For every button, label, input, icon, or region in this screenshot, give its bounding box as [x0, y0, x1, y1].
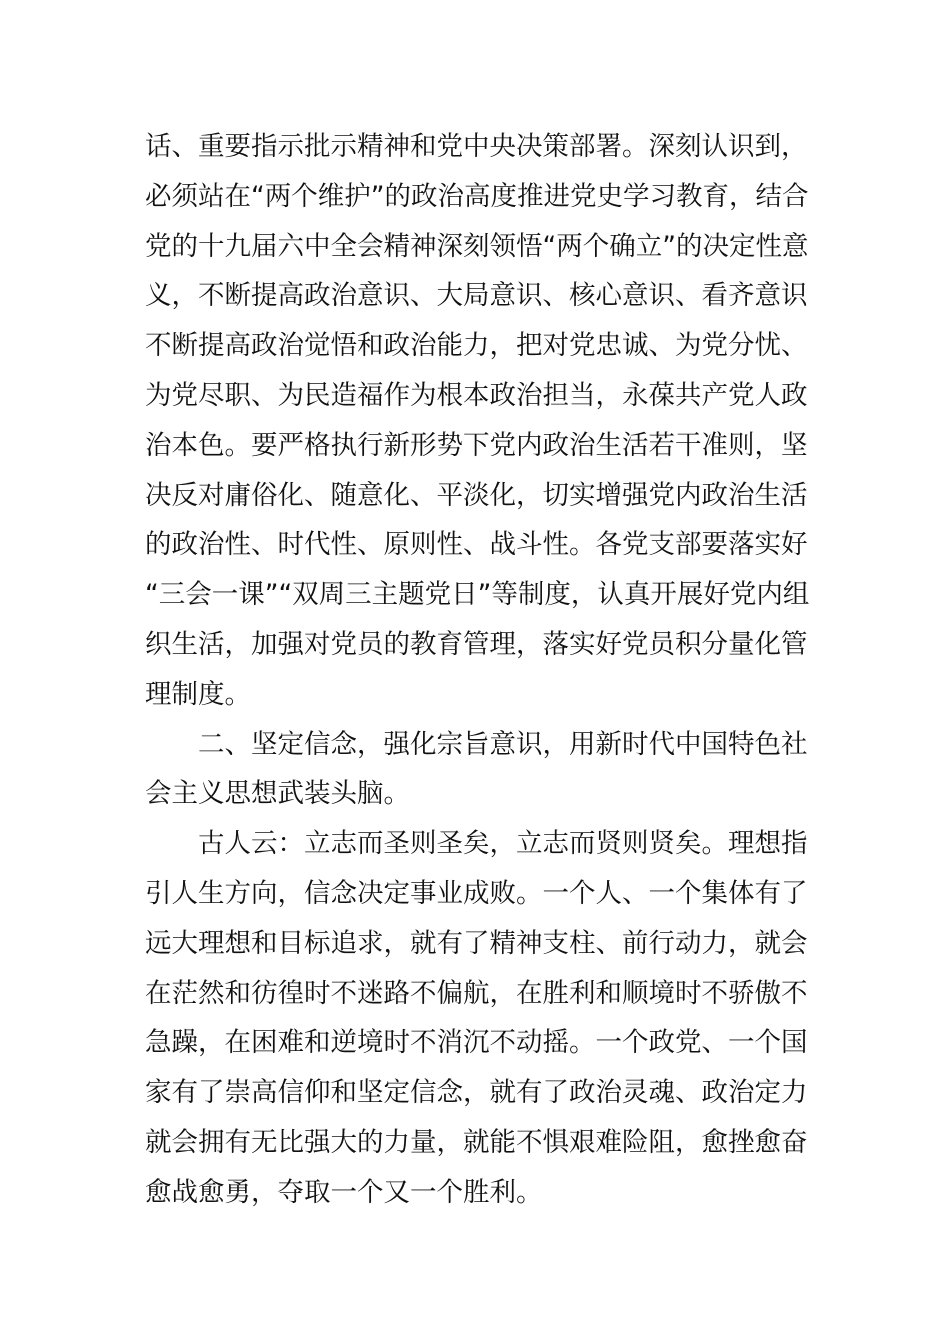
text-line: 的政治性、时代性、原则性、战斗性。各党支部要落实好: [145, 529, 808, 561]
paragraph-start-line: 古人云：立志而圣则圣矣，立志而贤则贤矣。理想指: [198, 828, 808, 860]
text-line: 就会拥有无比强大的力量，就能不惧艰难险阻，愈挫愈奋: [145, 1126, 808, 1158]
text-line: 愈战愈勇，夺取一个又一个胜利。: [145, 1176, 543, 1208]
text-line: 理制度。: [145, 678, 251, 710]
section-heading-line: 二、坚定信念，强化宗旨意识，用新时代中国特色社: [198, 728, 808, 760]
text-line: 急躁，在困难和逆境时不消沉不动摇。一个政党、一个国: [145, 1027, 808, 1059]
text-line: 在茫然和彷徨时不迷路不偏航，在胜利和顺境时不骄傲不: [145, 977, 808, 1009]
text-line: 织生活，加强对党员的教育管理，落实好党员积分量化管: [145, 628, 808, 660]
text-line: 话、重要指示批示精神和党中央决策部署。深刻认识到，: [145, 131, 808, 162]
text-line: 必须站在“两个维护”的政治高度推进党史学习教育，结合: [145, 180, 809, 212]
text-line: 决反对庸俗化、随意化、平淡化，切实增强党内政治生活: [145, 479, 808, 511]
text-line: 为党尽职、为民造福作为根本政治担当，永葆共产党人政: [145, 379, 808, 411]
text-line: “三会一课”“双周三主题党日”等制度，认真开展好党内组: [145, 579, 810, 611]
document-body: [145, 122, 815, 1218]
section-heading-line: 会主义思想武装头脑。: [145, 778, 410, 810]
text-line: 义，不断提高政治意识、大局意识、核心意识、看齐意识: [145, 280, 808, 312]
text-line: 党的十九届六中全会精神深刻领悟“两个确立”的决定性意: [145, 230, 809, 262]
text-line: 引人生方向，信念决定事业成败。一个人、一个集体有了: [145, 877, 808, 909]
text-line: 治本色。要严格执行新形势下党内政治生活若干准则，坚: [145, 429, 808, 461]
text-line: 远大理想和目标追求，就有了精神支柱、前行动力，就会: [145, 927, 808, 959]
text-line: 家有了崇高信仰和坚定信念，就有了政治灵魂、政治定力: [145, 1077, 808, 1109]
text-line: 不断提高政治觉悟和政治能力，把对党忠诚、为党分忧、: [145, 330, 808, 362]
